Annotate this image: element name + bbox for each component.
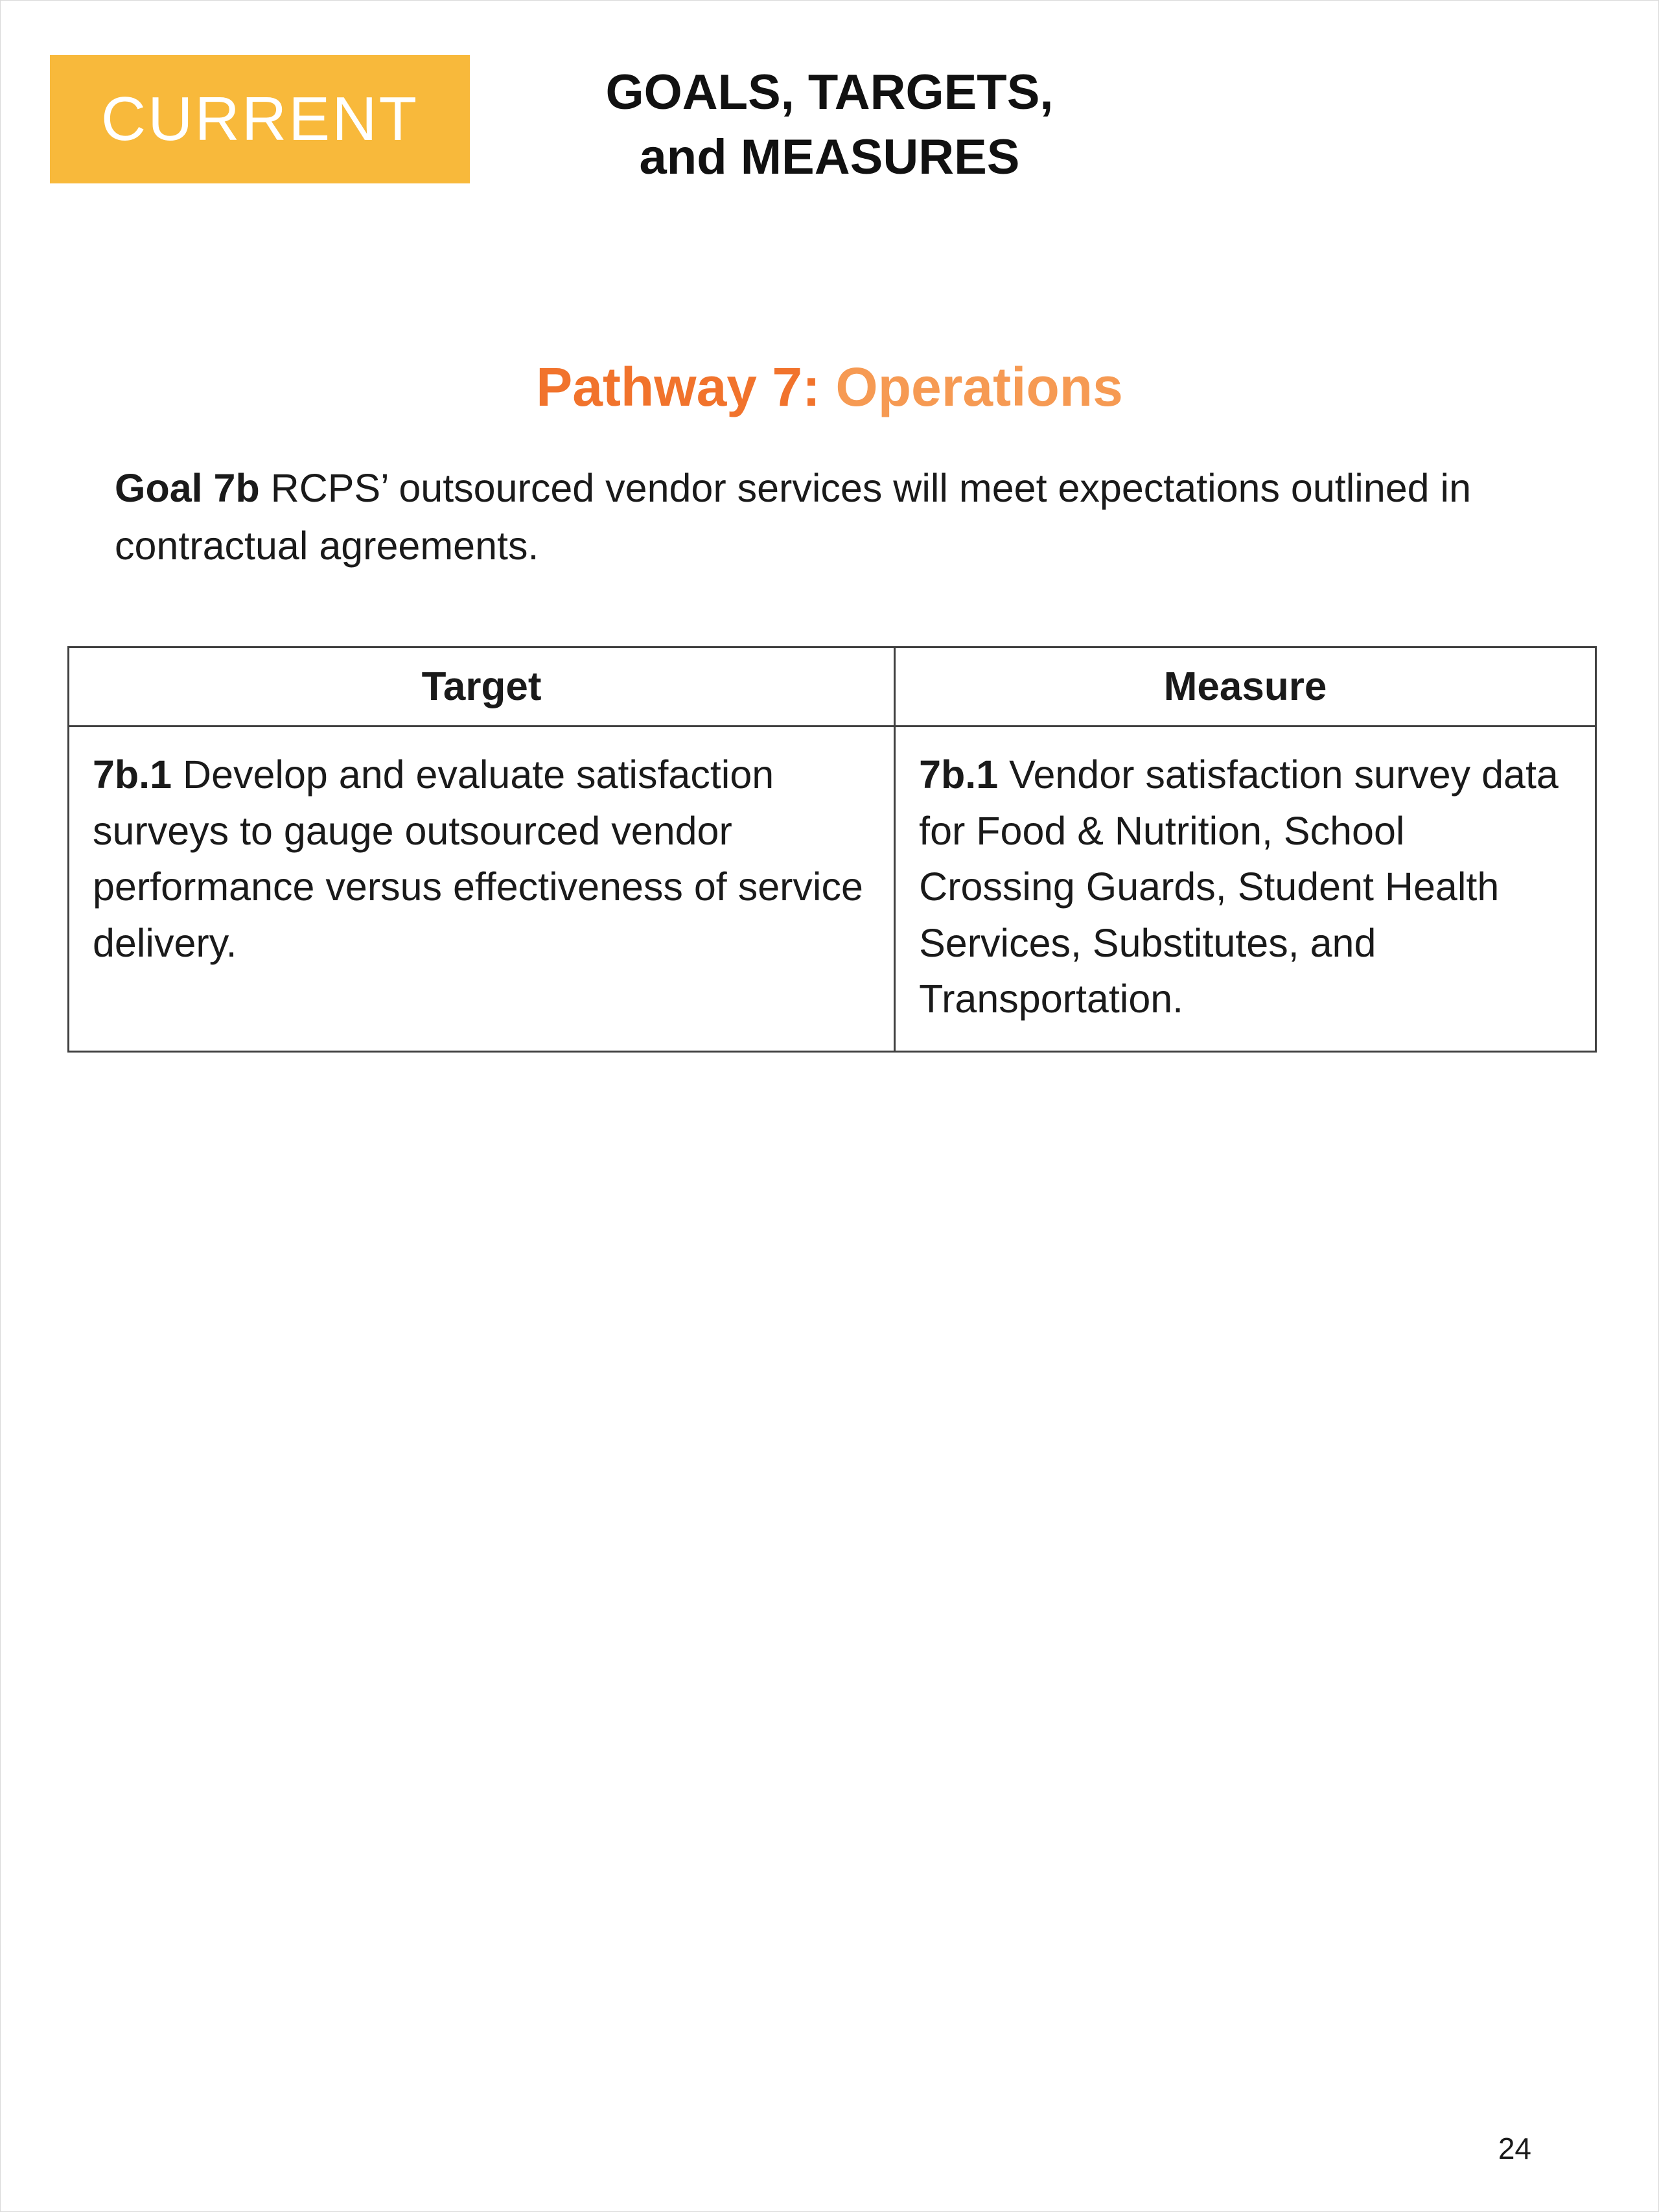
pathway-title-name: Operations: [820, 356, 1123, 417]
table-row: [69, 727, 1596, 1052]
page-header-line2: and MEASURES: [639, 130, 1020, 185]
pathway-title: [1, 356, 1658, 419]
goal-statement: [115, 460, 1599, 575]
goal-label: Goal 7b: [115, 466, 260, 510]
page-header-line1: GOALS, TARGETS,: [605, 65, 1054, 120]
measure-cell-label: 7b.1: [919, 752, 999, 797]
pathway-title-prefix: Pathway 7:: [536, 356, 821, 417]
measure-cell: [895, 727, 1596, 1052]
table-header-measure: Measure: [895, 647, 1596, 727]
target-cell-text: Develop and evaluate satisfaction surveys to gauge outsourced vendor performance versus effectiveness of service delivery.: [93, 752, 863, 965]
targets-measures-table: [67, 646, 1597, 1053]
page-number: 24: [1498, 2132, 1531, 2165]
target-cell-label: 7b.1: [93, 752, 172, 797]
measure-cell-text: Vendor satisfaction survey data for Food & Nutrition, School Crossing Guards, Student Health Services, Substitutes, and Transportation.: [919, 752, 1559, 1021]
current-badge-label: CURRENT: [100, 84, 419, 154]
page-header: [1, 60, 1658, 191]
table-header-target: Target: [69, 647, 895, 727]
target-cell: [69, 727, 895, 1052]
goal-text: RCPS’ outsourced vendor services will meet expectations outlined in contractual agreements.: [115, 466, 1472, 568]
table-header-row: [69, 647, 1596, 727]
